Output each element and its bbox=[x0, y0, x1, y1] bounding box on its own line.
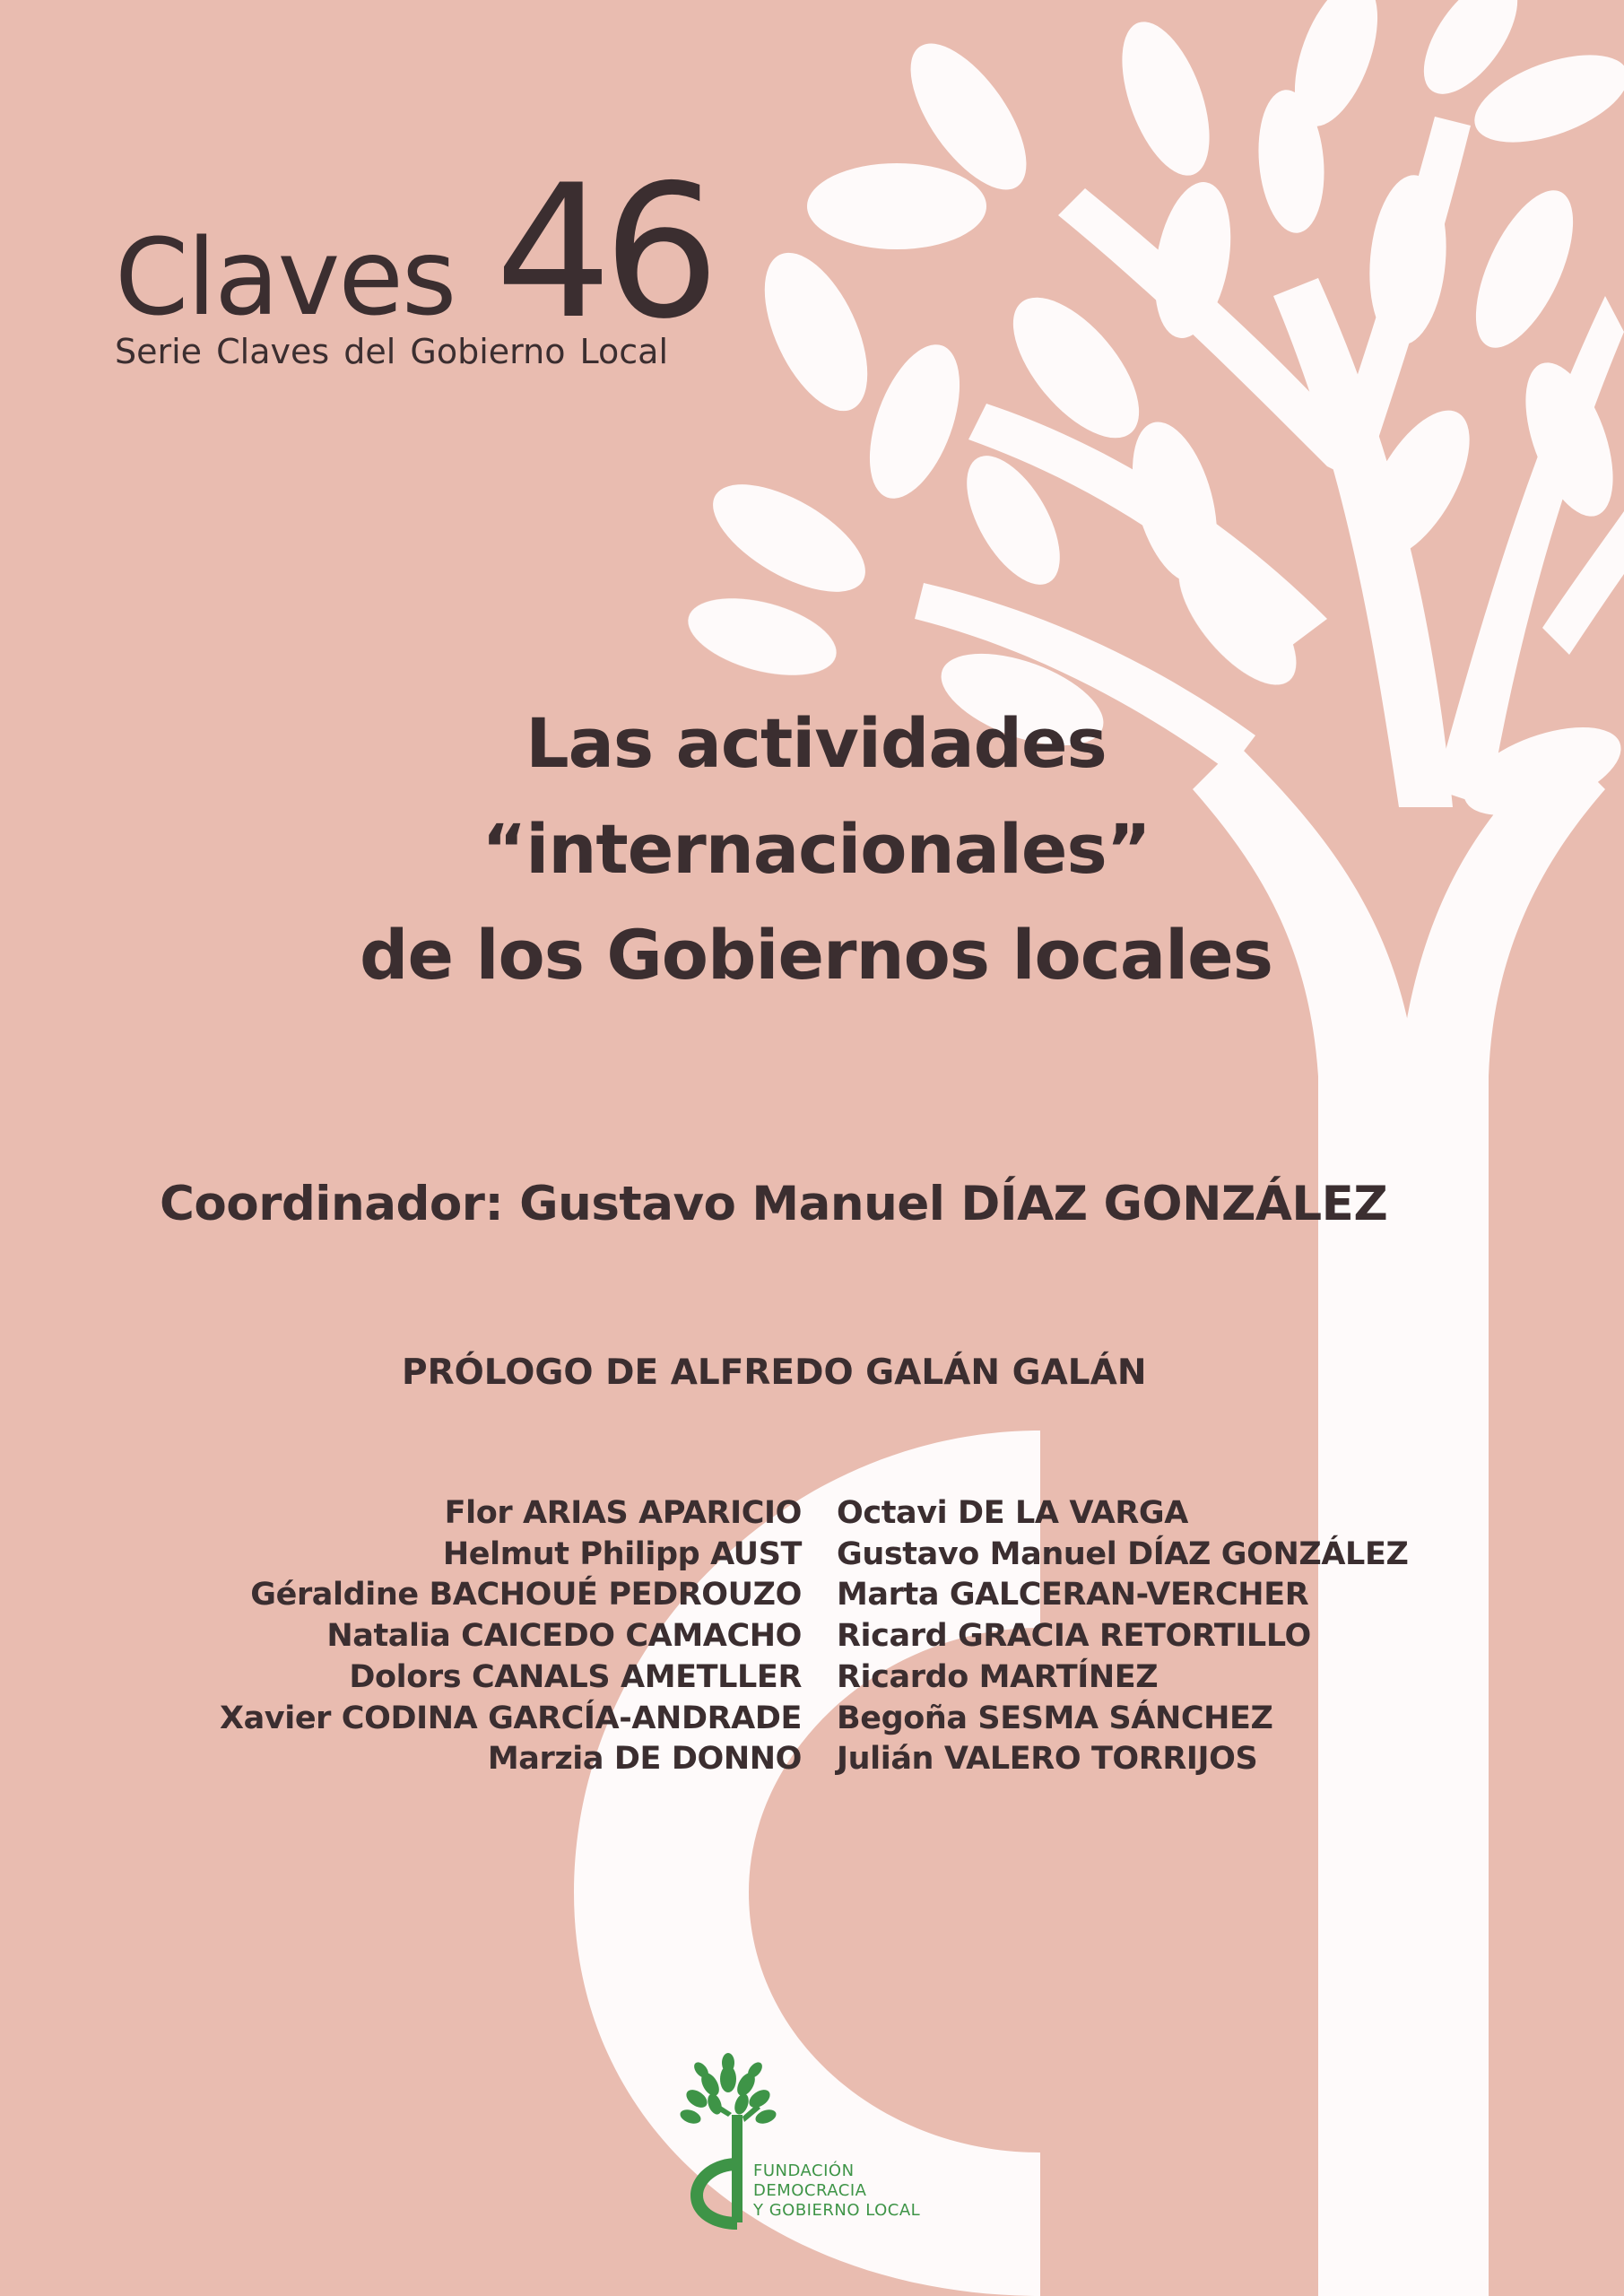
publisher-logo bbox=[674, 2052, 979, 2231]
author-name: Ricardo MARTÍNEZ bbox=[837, 1658, 1159, 1695]
series-number: 46 bbox=[495, 146, 711, 360]
author-name: Octavi DE LA VARGA bbox=[837, 1495, 1188, 1531]
author-name: Natalia CAICEDO CAMACHO bbox=[326, 1618, 802, 1655]
series-subtitle: Serie Claves del Gobierno Local bbox=[115, 332, 669, 371]
author-name: Begoña SESMA SÁNCHEZ bbox=[837, 1700, 1273, 1736]
coordinator: Coordinador: Gustavo Manuel DÍAZ GONZÁLEZ bbox=[160, 1177, 1388, 1231]
prologue-credit: PRÓLOGO DE ALFREDO GALÁN GALÁN bbox=[402, 1352, 1147, 1393]
author-name: Xavier CODINA GARCÍA-ANDRADE bbox=[220, 1700, 802, 1736]
series-heading bbox=[115, 146, 796, 377]
series-name: Claves bbox=[115, 215, 456, 339]
book-title bbox=[143, 691, 1489, 1008]
author-name: Julián VALERO TORRIJOS bbox=[837, 1741, 1258, 1778]
title-line-1: Las actividades bbox=[525, 703, 1107, 783]
publisher-name bbox=[753, 2161, 977, 2221]
author-name: Flor ARIAS APARICIO bbox=[444, 1495, 802, 1531]
publisher-line-2: DEMOCRACIA bbox=[753, 2181, 867, 2200]
author-name: Ricard GRACIA RETORTILLO bbox=[837, 1618, 1311, 1655]
author-name: Dolors CANALS AMETLLER bbox=[349, 1658, 802, 1695]
title-line-2: “internacionales” bbox=[482, 809, 1151, 889]
author-name: Helmut Philipp AUST bbox=[442, 1535, 802, 1572]
publisher-line-1: FUNDACIÓN bbox=[753, 2161, 855, 2180]
authors-left-column bbox=[120, 1493, 802, 1780]
authors-right-column bbox=[837, 1493, 1518, 1780]
author-name: Marzia DE DONNO bbox=[487, 1741, 802, 1778]
title-line-3: de los Gobiernos locales bbox=[360, 915, 1272, 995]
author-name: Marta GALCERAN-VERCHER bbox=[837, 1577, 1309, 1613]
author-name: Géraldine BACHOUÉ PEDROUZO bbox=[250, 1577, 802, 1613]
author-name: Gustavo Manuel DÍAZ GONZÁLEZ bbox=[837, 1535, 1409, 1572]
publisher-line-3: Y GOBIERNO LOCAL bbox=[753, 2201, 921, 2220]
